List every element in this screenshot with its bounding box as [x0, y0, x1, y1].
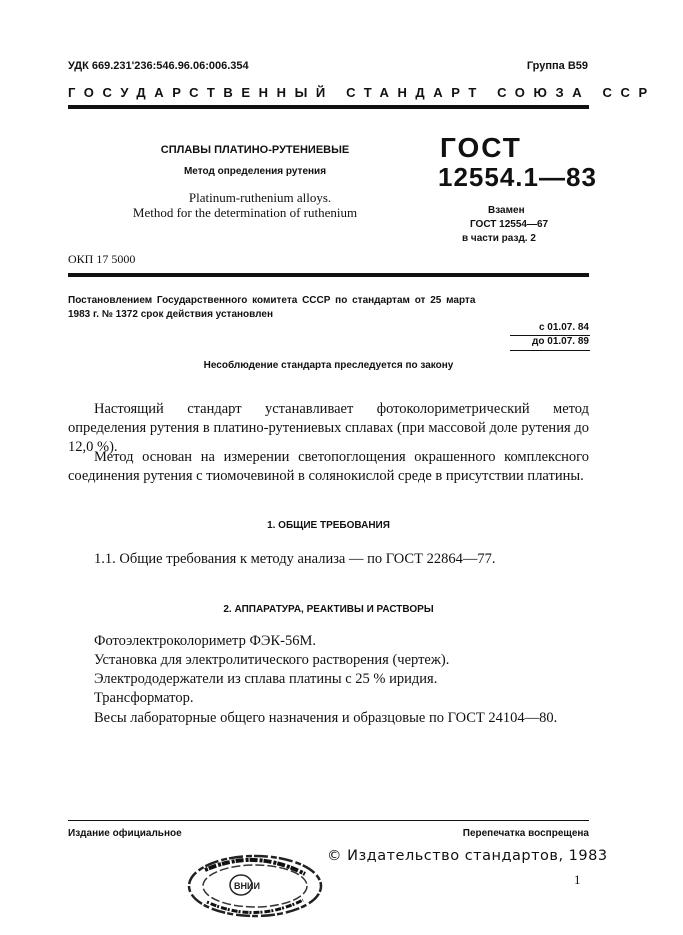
- apparatus-item: Электрододержатели из сплава платины с 25 % иридия.: [94, 671, 438, 687]
- apparatus-item: Установка для электролитического растворения (чертеж).: [94, 652, 450, 668]
- title-block-rule: [68, 273, 589, 277]
- apparatus-item: Фотоэлектроколориметр ФЭК-56М.: [94, 633, 316, 649]
- gost-number: 12554.1—83: [438, 162, 597, 192]
- gost-label: ГОСТ: [440, 132, 522, 163]
- document-title: СПЛАВЫ ПЛАТИНО-РУТЕНИЕВЫЕ: [160, 144, 350, 156]
- valid-from-date: с 01.07. 84: [538, 322, 589, 333]
- replacement-label: Взамен: [488, 205, 525, 216]
- intro-paragraph-2: Метод основан на измерении светопоглощения окрашенного комплексного соединения рутения с тиомочевиной в солянокислой среде в присутствии платины.: [68, 449, 589, 484]
- header-rule: [68, 105, 589, 109]
- intro-paragraph-1: Настоящий стандарт устанавливает фотоколориметрический метод определения рутения в платино-рутениевых сплавах (при массовой доле рутения до 12,0 %).: [68, 401, 589, 455]
- english-title-line1: Platinum-ruthenium alloys.: [188, 190, 332, 205]
- library-stamp: [185, 850, 325, 922]
- section-1-heading: 1. ОБЩИЕ ТРЕБОВАНИЯ: [267, 520, 390, 531]
- apparatus-item: Трансформатор.: [94, 690, 194, 706]
- decree-line2: 1983 г. № 1372 срок действия установлен: [68, 309, 273, 320]
- group-code: Группа В59: [526, 60, 588, 72]
- state-standard-heading: ГОСУДАРСТВЕННЫЙ СТАНДАРТ СОЮЗА ССР: [68, 85, 656, 100]
- english-title-line2: Method for the determination of ruthenium: [132, 205, 358, 220]
- section-2-heading: 2. АППАРАТУРА, РЕАКТИВЫ И РАСТВОРЫ: [223, 604, 434, 615]
- law-notice: Несоблюдение стандарта преследуется по закону: [203, 360, 454, 371]
- reprint-notice: Перепечатка воспрещена: [462, 828, 589, 839]
- udk-code: УДК 669.231'236:546.96.06:006.354: [68, 60, 249, 72]
- date-underline: [510, 350, 590, 351]
- valid-to-date: до 01.07. 89: [532, 336, 589, 347]
- method-subtitle: Метод определения рутения: [183, 166, 327, 177]
- copyright-notice: © Издательство стандартов, 1983: [327, 848, 608, 864]
- okp-code: ОКП 17 5000: [68, 252, 136, 266]
- page-number: 1: [574, 872, 581, 887]
- decree-line1: Постановлением Государственного комитета СССР по стандартам от 25 марта: [68, 295, 476, 306]
- stamp-text: ВНИИ: [234, 881, 260, 891]
- replacement-part: в части разд. 2: [462, 233, 536, 244]
- footer-rule: [68, 820, 589, 821]
- scales-text: Весы лабораторные общего назначения и образцовые по ГОСТ 24104—80.: [94, 710, 558, 726]
- replacement-gost: ГОСТ 12554—67: [470, 219, 549, 230]
- edition-label: Издание официальное: [68, 828, 182, 839]
- section-1-text: 1.1. Общие требования к методу анализа — по ГОСТ 22864—77.: [94, 551, 496, 567]
